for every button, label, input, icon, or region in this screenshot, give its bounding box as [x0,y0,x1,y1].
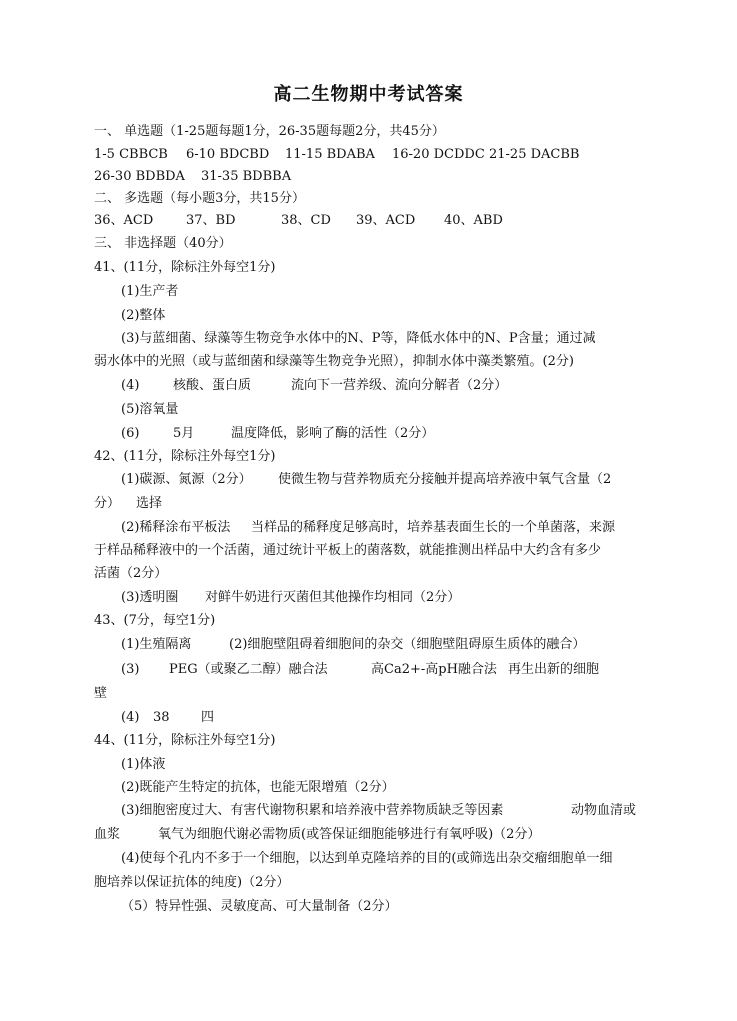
answer-blank: 四 [201,710,215,725]
answer-blank: 温度降低，影响了酶的活性（2分） [231,426,435,441]
answer-blank: 使微生物与营养物质充分接触并提高培养液中氧气含量（2 [278,472,612,487]
q43-answer-4 [121,708,214,728]
section-3-heading: 三、 非选择题（40分） [94,236,232,251]
q41-answer-4 [121,376,507,396]
q42-heading: 42、(11分，除标注外每空1分) [94,449,276,464]
answer-blank: 38 [153,710,170,725]
answer-blank: (2)稀释涂布平板法 [121,520,231,535]
answer-group: 1-5 CBBCB [94,147,168,162]
answer-blank: (2)细胞壁阻碍着细胞间的杂交（细胞壁阻碍原生质体的融合） [229,637,586,652]
answer-blank: 再生出新的细胞 [508,662,600,677]
answer-blank: (1)碳源、氮源（2分） [121,472,252,487]
answer-blank: 血浆 [94,827,121,842]
answer-group: 36、ACD [94,213,154,228]
answer-blank: 选择 [136,496,163,511]
q44-answer-3-line-1 [121,801,636,821]
q41-heading: 41、(11分，除标注外每空1分) [94,260,276,275]
answer-group: 21-25 DACBB [489,147,580,162]
q44-heading: 44、(11分，除标注外每空1分) [94,733,276,748]
answer-number: (6) [121,426,140,441]
q41-answer-3-line-1: (3)与蓝细菌、绿藻等生物竞争水体中的N、P等，降低水体中的N、P含量；通过减 [121,331,596,346]
answer-blank: 核酸、蛋白质 [173,378,252,393]
answer-blank: 动物血清或 [571,803,637,818]
q44-answer-4-line-2: 胞培养以保证抗体的纯度)（2分） [94,875,290,890]
answer-group: 26-30 BDBDA [94,169,185,184]
answer-group: 40、ABD [444,213,503,228]
s2-answers-row [94,211,503,231]
s1-answers-row-2 [94,167,291,187]
answer-blank: 氧气为细胞代谢必需物质(或答保证细胞能够进行有氧呼吸)（2分） [158,827,541,842]
document-title: 高二生物期中考试答案 [273,84,464,105]
q44-answer-4-line-1: (4)使每个孔内不多于一个细胞，以达到单克隆培养的目的(或筛选出杂交瘤细胞单一细 [121,851,613,866]
answer-group: 38、CD [281,213,331,228]
q44-answer-2: (2)既能产生特定的抗体，也能无限增殖（2分） [121,780,395,795]
q42-answer-1-line-2 [94,494,162,514]
answer-group: 16-20 DCDDC [392,147,485,162]
answer-blank: 高Ca2+-高pH融合法 [371,662,497,677]
answer-text: 分） [94,496,121,511]
q41-answer-2: (2)整体 [121,308,166,323]
q41-answer-6 [121,424,434,444]
answer-blank: PEG（或聚乙二醇）融合法 [169,662,328,677]
section-1-heading: 一、 单选题（1-25题每题1分，26-35题每题2分，共45分） [94,124,445,139]
answer-group: 6-10 BDCBD [186,147,270,162]
s1-answers-row-1 [94,145,579,165]
q43-answer-3-line-2: 壁 [94,686,108,701]
section-2-heading: 二、 多选题（每小题3分，共15分） [94,191,305,206]
answer-blank: (3)透明圈 [121,590,179,605]
answer-blank: 当样品的稀释度足够高时，培养基表面生长的一个单菌落，来源 [251,520,616,535]
q42-answer-1-line-1 [121,470,611,490]
q42-answer-2-line-3: 活菌（2分） [94,566,168,581]
answer-group: 39、ACD [356,213,416,228]
q41-answer-5: (5)溶氧量 [121,402,179,417]
q43-answer-3-line-1 [121,660,599,680]
answer-blank: (3)细胞密度过大、有害代谢物积累和培养液中营养物质缺乏等因素 [121,803,504,818]
answer-number: (3) [121,662,140,677]
q42-answer-2-line-1 [121,518,615,538]
answer-blank: (1)生殖隔离 [121,637,192,652]
q42-answer-2-line-2: 于样品稀释液中的一个活菌，通过统计平板上的菌落数，就能推测出样品中大约含有多少 [94,543,602,558]
q43-answer-1-2 [121,635,585,655]
q42-answer-3 [121,588,460,608]
answer-group: 31-35 BDBBA [201,169,292,184]
q44-answer-5: （5）特异性强、灵敏度高、可大量制备（2分） [121,899,398,914]
q41-answer-3-line-2: 弱水体中的光照（或与蓝细菌和绿藻等生物竞争光照），抑制水体中藻类繁殖。(2分) [94,354,574,369]
answer-blank: 对鲜牛奶进行灭菌但其他操作均相同（2分） [205,590,461,605]
answer-number: (4) [121,710,140,725]
q41-answer-1: (1)生产者 [121,284,179,299]
q44-answer-3-line-2 [94,825,540,845]
answer-blank: 5月 [173,426,195,441]
q44-answer-1: (1)体液 [121,757,166,772]
answer-group: 37、BD [186,213,236,228]
q43-heading: 43、(7分，每空1分) [94,613,216,628]
answer-blank: 流向下一营养级、流向分解者（2分） [291,378,508,393]
answer-number: (4) [121,378,140,393]
answer-group: 11-15 BDABA [285,147,375,162]
